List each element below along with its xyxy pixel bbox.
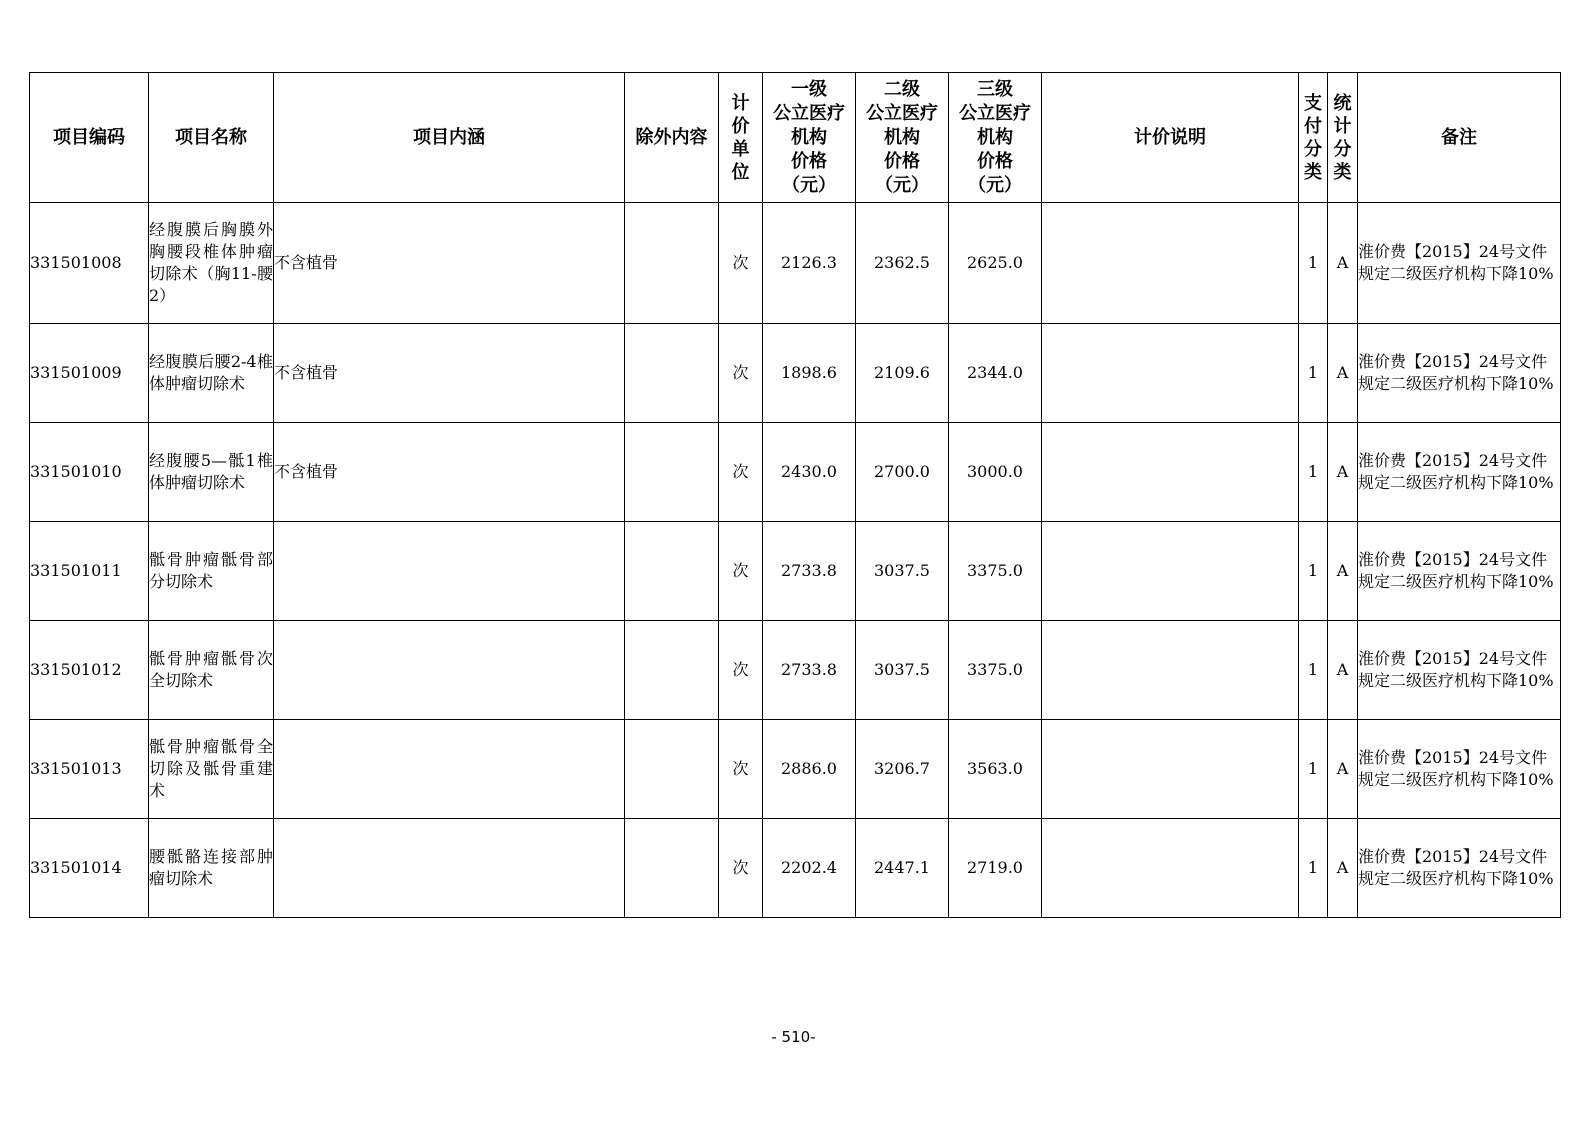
header-price3-line: 三级 [977, 78, 1013, 100]
cell-content: 不含植骨 [274, 324, 625, 423]
cell-exclusion [625, 324, 719, 423]
header-stat-line: 分 [1333, 138, 1352, 160]
header-unit-line: 位 [731, 161, 750, 183]
header-pricing-note: 计价说明 [1042, 73, 1299, 203]
cell-name: 经腹膜后腰2-4椎体肿瘤切除术 [149, 324, 274, 423]
cell-price-level1: 1898.6 [763, 324, 856, 423]
header-price1-line: 机构 [791, 126, 827, 148]
header-price3-line: 公立医疗 [959, 102, 1031, 124]
cell-price-level2: 2109.6 [856, 324, 949, 423]
header-price-level2 [856, 73, 949, 203]
cell-code: 331501009 [30, 324, 149, 423]
cell-content: 不含植骨 [274, 203, 625, 324]
cell-stat-class: A [1328, 423, 1358, 522]
cell-exclusion [625, 621, 719, 720]
header-exclusion: 除外内容 [625, 73, 719, 203]
cell-content [274, 819, 625, 918]
header-content: 项目内涵 [274, 73, 625, 203]
header-price-level3 [949, 73, 1042, 203]
cell-price-level1: 2733.8 [763, 522, 856, 621]
cell-price-level3: 2719.0 [949, 819, 1042, 918]
header-stat-line: 统 [1333, 92, 1352, 114]
header-price1-line: （元） [782, 174, 836, 196]
cell-unit: 次 [719, 522, 763, 621]
table-row [30, 819, 1561, 918]
cell-remark: 淮价费【2015】24号文件规定二级医疗机构下降10% [1358, 203, 1561, 324]
cell-name: 经腹腰5—骶1椎体肿瘤切除术 [149, 423, 274, 522]
cell-price-level3: 2344.0 [949, 324, 1042, 423]
cell-payment-class: 1 [1299, 819, 1328, 918]
table-row [30, 720, 1561, 819]
cell-code: 331501012 [30, 621, 149, 720]
cell-code: 331501014 [30, 819, 149, 918]
header-pay-line: 付 [1304, 115, 1322, 137]
cell-unit: 次 [719, 720, 763, 819]
cell-price-level2: 2362.5 [856, 203, 949, 324]
cell-price-level1: 2126.3 [763, 203, 856, 324]
cell-price-level3: 3563.0 [949, 720, 1042, 819]
cell-payment-class: 1 [1299, 522, 1328, 621]
cell-pricing-note [1042, 720, 1299, 819]
cell-price-level3: 2625.0 [949, 203, 1042, 324]
cell-exclusion [625, 720, 719, 819]
cell-unit: 次 [719, 423, 763, 522]
header-price2-line: 机构 [884, 126, 920, 148]
header-unit-line: 价 [731, 115, 750, 137]
cell-name: 骶骨肿瘤骶骨次全切除术 [149, 621, 274, 720]
cell-exclusion [625, 522, 719, 621]
cell-price-level3: 3375.0 [949, 522, 1042, 621]
cell-name: 骶骨肿瘤骶骨全切除及骶骨重建术 [149, 720, 274, 819]
header-name: 项目名称 [149, 73, 274, 203]
cell-payment-class: 1 [1299, 720, 1328, 819]
table-row [30, 324, 1561, 423]
cell-payment-class: 1 [1299, 203, 1328, 324]
cell-code: 331501008 [30, 203, 149, 324]
cell-exclusion [625, 203, 719, 324]
cell-pricing-note [1042, 324, 1299, 423]
price-table [29, 72, 1561, 918]
cell-content [274, 522, 625, 621]
table-row [30, 203, 1561, 324]
header-unit-line: 单 [731, 138, 750, 160]
cell-name: 骶骨肿瘤骶骨部分切除术 [149, 522, 274, 621]
cell-price-level1: 2886.0 [763, 720, 856, 819]
cell-price-level2: 3037.5 [856, 522, 949, 621]
cell-stat-class: A [1328, 621, 1358, 720]
cell-unit: 次 [719, 324, 763, 423]
header-remark: 备注 [1358, 73, 1561, 203]
cell-unit: 次 [719, 819, 763, 918]
cell-remark: 淮价费【2015】24号文件规定二级医疗机构下降10% [1358, 423, 1561, 522]
header-price2-line: 公立医疗 [866, 102, 938, 124]
cell-content [274, 720, 625, 819]
header-price2-line: 二级 [884, 78, 920, 100]
header-price-level1 [763, 73, 856, 203]
header-code: 项目编码 [30, 73, 149, 203]
cell-pricing-note [1042, 621, 1299, 720]
cell-unit: 次 [719, 203, 763, 324]
header-pay-line: 类 [1304, 161, 1322, 183]
cell-name: 经腹膜后胸膜外胸腰段椎体肿瘤切除术（胸11-腰2） [149, 203, 274, 324]
header-row [30, 73, 1561, 203]
header-price1-line: 价格 [791, 150, 827, 172]
header-stat-class [1328, 73, 1358, 203]
cell-price-level1: 2430.0 [763, 423, 856, 522]
header-stat-line: 计 [1333, 115, 1352, 137]
cell-payment-class: 1 [1299, 423, 1328, 522]
page-number: - 510- [771, 1028, 816, 1046]
cell-content: 不含植骨 [274, 423, 625, 522]
cell-price-level3: 3000.0 [949, 423, 1042, 522]
header-price2-line: （元） [875, 174, 929, 196]
cell-pricing-note [1042, 522, 1299, 621]
table-row [30, 423, 1561, 522]
table-row [30, 621, 1561, 720]
cell-price-level2: 3206.7 [856, 720, 949, 819]
cell-stat-class: A [1328, 203, 1358, 324]
cell-content [274, 621, 625, 720]
header-unit-line: 计 [731, 92, 750, 114]
cell-payment-class: 1 [1299, 324, 1328, 423]
cell-price-level2: 2700.0 [856, 423, 949, 522]
cell-price-level1: 2202.4 [763, 819, 856, 918]
cell-remark: 淮价费【2015】24号文件规定二级医疗机构下降10% [1358, 819, 1561, 918]
cell-remark: 淮价费【2015】24号文件规定二级医疗机构下降10% [1358, 522, 1561, 621]
cell-price-level2: 3037.5 [856, 621, 949, 720]
cell-remark: 淮价费【2015】24号文件规定二级医疗机构下降10% [1358, 621, 1561, 720]
header-unit [719, 73, 763, 203]
header-price2-line: 价格 [884, 150, 920, 172]
cell-remark: 淮价费【2015】24号文件规定二级医疗机构下降10% [1358, 324, 1561, 423]
cell-pricing-note [1042, 423, 1299, 522]
header-stat-line: 类 [1333, 161, 1352, 183]
cell-remark: 淮价费【2015】24号文件规定二级医疗机构下降10% [1358, 720, 1561, 819]
header-price3-line: 价格 [977, 150, 1013, 172]
cell-code: 331501010 [30, 423, 149, 522]
cell-name: 腰骶骼连接部肿瘤切除术 [149, 819, 274, 918]
cell-price-level2: 2447.1 [856, 819, 949, 918]
header-price3-line: 机构 [977, 126, 1013, 148]
cell-stat-class: A [1328, 522, 1358, 621]
cell-price-level3: 3375.0 [949, 621, 1042, 720]
cell-price-level1: 2733.8 [763, 621, 856, 720]
cell-stat-class: A [1328, 819, 1358, 918]
cell-exclusion [625, 423, 719, 522]
header-pay-line: 支 [1304, 92, 1322, 114]
header-price3-line: （元） [968, 174, 1022, 196]
cell-stat-class: A [1328, 720, 1358, 819]
cell-code: 331501011 [30, 522, 149, 621]
cell-unit: 次 [719, 621, 763, 720]
cell-stat-class: A [1328, 324, 1358, 423]
cell-pricing-note [1042, 819, 1299, 918]
cell-payment-class: 1 [1299, 621, 1328, 720]
header-price1-line: 一级 [791, 78, 827, 100]
cell-pricing-note [1042, 203, 1299, 324]
header-pay-line: 分 [1304, 138, 1322, 160]
header-price1-line: 公立医疗 [773, 102, 845, 124]
table-row [30, 522, 1561, 621]
cell-exclusion [625, 819, 719, 918]
header-payment-class [1299, 73, 1328, 203]
cell-code: 331501013 [30, 720, 149, 819]
